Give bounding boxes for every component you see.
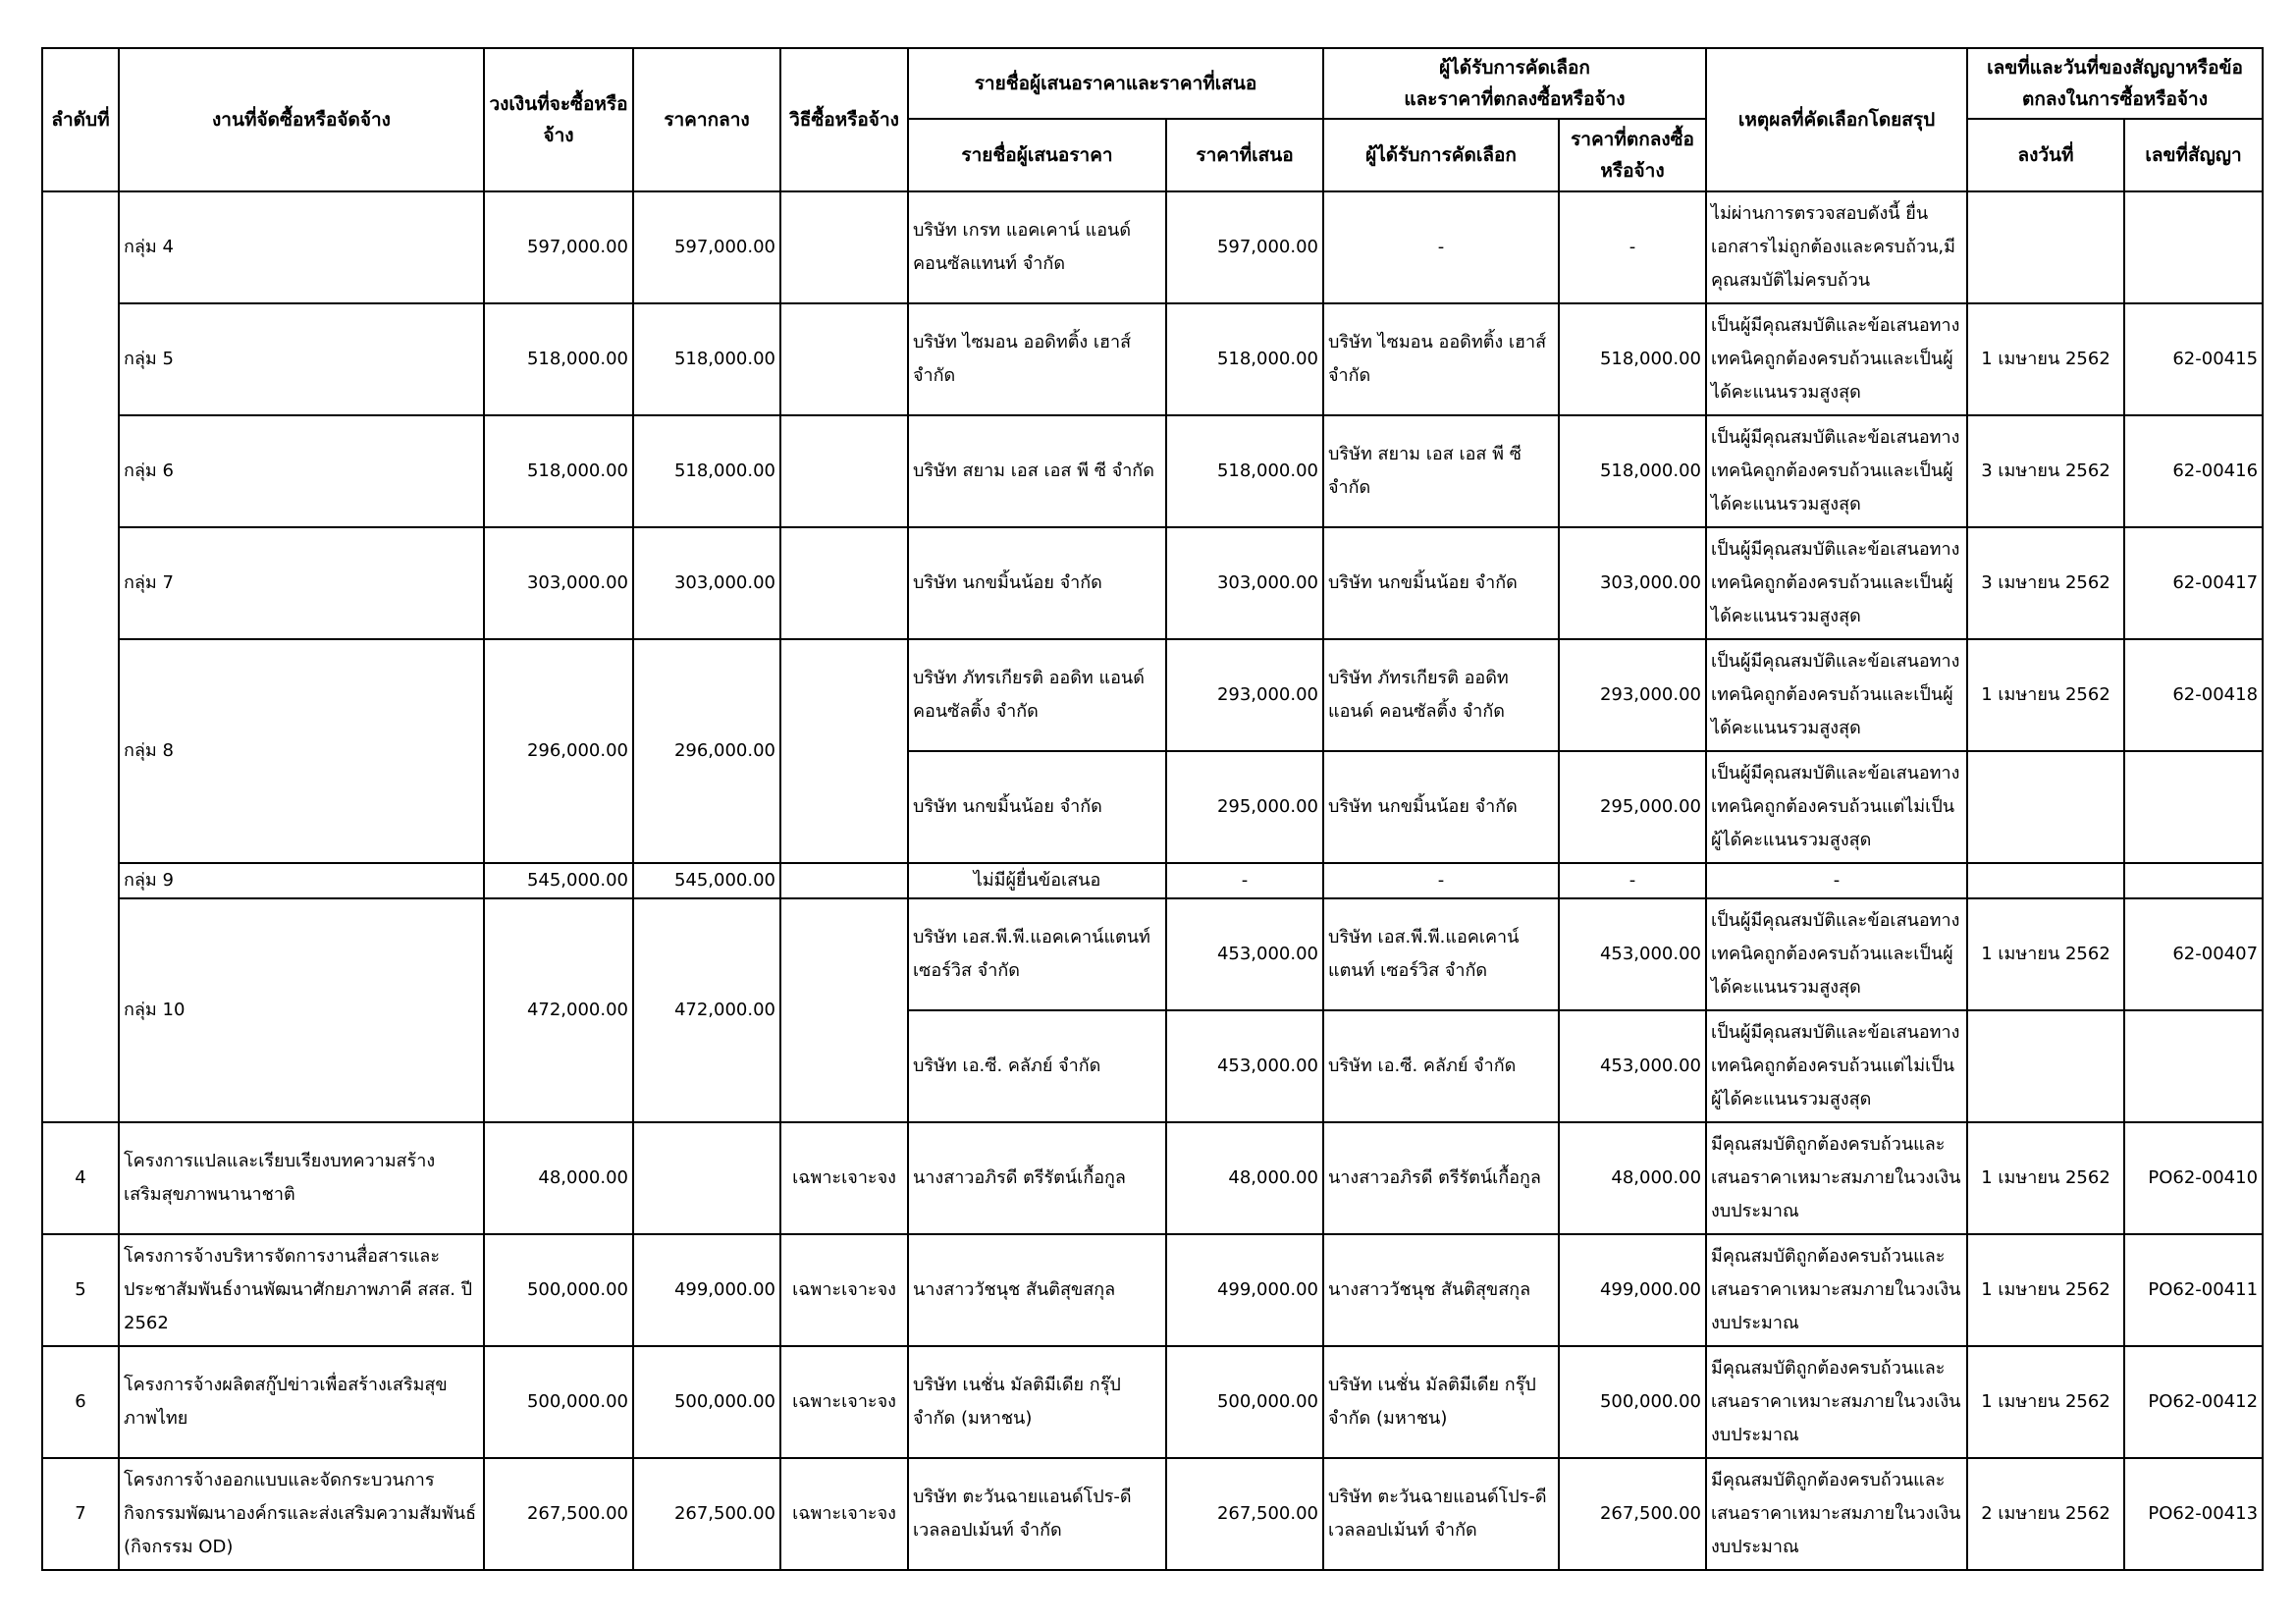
- contract-date-cell: [1967, 863, 2124, 898]
- table-row: [42, 863, 2263, 898]
- bid-price-cell: 453,000.00: [1166, 898, 1323, 1010]
- bid-price-cell: 597,000.00: [1166, 191, 1323, 303]
- agreed-price-cell: -: [1559, 863, 1706, 898]
- group-label: กลุ่ม 7: [119, 527, 484, 639]
- seq-cell: 7: [42, 1458, 119, 1570]
- reason-cell: ไม่ผ่านการตรวจสอบดังนี้ ยื่นเอกสารไม่ถูกต้องและครบถ้วน,มีคุณสมบัติไม่ครบถ้วน: [1706, 191, 1967, 303]
- bid-price-cell: 500,000.00: [1166, 1346, 1323, 1458]
- reason-cell: เป็นผู้มีคุณสมบัติและข้อเสนอทางเทคนิคถูกต้องครบถ้วนและเป็นผู้ได้คะแนนรวมสูงสุด: [1706, 415, 1967, 527]
- agreed-price-cell: 303,000.00: [1559, 527, 1706, 639]
- header-selected-group-line1: ผู้ได้รับการคัดเลือก: [1439, 57, 1590, 79]
- contract-no-cell: 62-00415: [2124, 303, 2263, 415]
- bid-price-cell: -: [1166, 863, 1323, 898]
- table-row: [42, 191, 2263, 303]
- bidder-name-cell: บริษัท ไซมอน ออดิทติ้ง เฮาส์ จำกัด: [908, 303, 1166, 415]
- method-cell: เฉพาะเจาะจง: [780, 1458, 908, 1570]
- method-cell: [780, 191, 908, 303]
- agreed-price-cell: 518,000.00: [1559, 415, 1706, 527]
- header-median: ราคากลาง: [633, 48, 780, 191]
- median-cell: 499,000.00: [633, 1234, 780, 1346]
- bid-price-cell: 48,000.00: [1166, 1122, 1323, 1234]
- contract-no-cell: [2124, 863, 2263, 898]
- contract-date-cell: 1 เมษายน 2562: [1967, 1122, 2124, 1234]
- table-row: [42, 1458, 2263, 1570]
- agreed-price-cell: 518,000.00: [1559, 303, 1706, 415]
- table-row: [42, 527, 2263, 639]
- group-label: กลุ่ม 5: [119, 303, 484, 415]
- group-label: กลุ่ม 10: [119, 898, 484, 1122]
- median-cell: 500,000.00: [633, 1346, 780, 1458]
- table-row: [42, 639, 2263, 751]
- header-contract-no: เลขที่สัญญา: [2124, 119, 2263, 191]
- reason-cell: มีคุณสมบัติถูกต้องครบถ้วนและเสนอราคาเหมาะสมภายในวงเงินงบประมาณ: [1706, 1346, 1967, 1458]
- header-selected-group: [1323, 48, 1706, 119]
- contract-no-cell: PO62-00410: [2124, 1122, 2263, 1234]
- bid-price-cell: 295,000.00: [1166, 751, 1323, 863]
- contract-no-cell: [2124, 191, 2263, 303]
- contract-date-cell: 1 เมษายน 2562: [1967, 1234, 2124, 1346]
- agreed-price-cell: 499,000.00: [1559, 1234, 1706, 1346]
- method-cell: เฉพาะเจาะจง: [780, 1346, 908, 1458]
- bidder-name-cell: บริษัท สยาม เอส เอส พี ซี จำกัด: [908, 415, 1166, 527]
- bid-price-cell: 518,000.00: [1166, 415, 1323, 527]
- budget-cell: 48,000.00: [484, 1122, 633, 1234]
- header-seq: ลำดับที่: [42, 48, 119, 191]
- bid-price-cell: 303,000.00: [1166, 527, 1323, 639]
- reason-cell: เป็นผู้มีคุณสมบัติและข้อเสนอทางเทคนิคถูกต้องครบถ้วนแต่ไม่เป็นผู้ได้คะแนนรวมสูงสุด: [1706, 1010, 1967, 1122]
- header-bid-price: ราคาที่เสนอ: [1166, 119, 1323, 191]
- header-bidders-group: รายชื่อผู้เสนอราคาและราคาที่เสนอ: [908, 48, 1323, 119]
- selected-name-cell: -: [1323, 863, 1559, 898]
- header-work: งานที่จัดซื้อหรือจัดจ้าง: [119, 48, 484, 191]
- method-cell: [780, 527, 908, 639]
- work-cell: โครงการจ้างผลิตสกู๊ปข่าวเพื่อสร้างเสริมสุขภาพไทย: [119, 1346, 484, 1458]
- contract-date-cell: [1967, 191, 2124, 303]
- agreed-price-cell: 453,000.00: [1559, 1010, 1706, 1122]
- bidder-name-cell: นางสาววัชนุช สันติสุขสกุล: [908, 1234, 1166, 1346]
- agreed-price-cell: 295,000.00: [1559, 751, 1706, 863]
- table-row: [42, 303, 2263, 415]
- method-cell: [780, 898, 908, 1122]
- header-reason: เหตุผลที่คัดเลือกโดยสรุป: [1706, 48, 1967, 191]
- reason-cell: เป็นผู้มีคุณสมบัติและข้อเสนอทางเทคนิคถูกต้องครบถ้วนแต่ไม่เป็นผู้ได้คะแนนรวมสูงสุด: [1706, 751, 1967, 863]
- selected-name-cell: นางสาวอภิรดี ตรีรัตน์เกื้อกูล: [1323, 1122, 1559, 1234]
- method-cell: เฉพาะเจาะจง: [780, 1234, 908, 1346]
- method-cell: [780, 415, 908, 527]
- budget-cell: 296,000.00: [484, 639, 633, 863]
- header-bidder-name: รายชื่อผู้เสนอราคา: [908, 119, 1166, 191]
- table-header: [42, 48, 2263, 191]
- contract-date-cell: 1 เมษายน 2562: [1967, 639, 2124, 751]
- table-row: [42, 1234, 2263, 1346]
- table-row: [42, 415, 2263, 527]
- table-body: [42, 191, 2263, 1570]
- method-cell: [780, 639, 908, 863]
- median-cell: 518,000.00: [633, 415, 780, 527]
- bidder-name-cell: บริษัท นกขมิ้นน้อย จำกัด: [908, 527, 1166, 639]
- budget-cell: 500,000.00: [484, 1234, 633, 1346]
- median-cell: 472,000.00: [633, 898, 780, 1122]
- bid-price-cell: 499,000.00: [1166, 1234, 1323, 1346]
- contract-date-cell: [1967, 751, 2124, 863]
- table-row: [42, 1346, 2263, 1458]
- reason-cell: มีคุณสมบัติถูกต้องครบถ้วนและเสนอราคาเหมาะสมภายในวงเงินงบประมาณ: [1706, 1122, 1967, 1234]
- seq-cell: 5: [42, 1234, 119, 1346]
- selected-name-cell: บริษัท เอ.ซี. คลัภย์ จำกัด: [1323, 1010, 1559, 1122]
- contract-date-cell: 3 เมษายน 2562: [1967, 415, 2124, 527]
- agreed-price-cell: 293,000.00: [1559, 639, 1706, 751]
- bid-price-cell: 518,000.00: [1166, 303, 1323, 415]
- bid-price-cell: 267,500.00: [1166, 1458, 1323, 1570]
- group-label: กลุ่ม 6: [119, 415, 484, 527]
- contract-no-cell: [2124, 751, 2263, 863]
- bidder-name-cell: บริษัท เกรท แอคเคาน์ แอนด์ คอนซัลแทนท์ จำกัด: [908, 191, 1166, 303]
- work-cell: โครงการแปลและเรียบเรียงบทความสร้างเสริมสุขภาพนานาชาติ: [119, 1122, 484, 1234]
- budget-cell: 518,000.00: [484, 303, 633, 415]
- budget-cell: 472,000.00: [484, 898, 633, 1122]
- group-label: กลุ่ม 8: [119, 639, 484, 863]
- reason-cell: เป็นผู้มีคุณสมบัติและข้อเสนอทางเทคนิคถูกต้องครบถ้วนและเป็นผู้ได้คะแนนรวมสูงสุด: [1706, 898, 1967, 1010]
- contract-no-cell: PO62-00411: [2124, 1234, 2263, 1346]
- median-cell: 597,000.00: [633, 191, 780, 303]
- group-label: กลุ่ม 9: [119, 863, 484, 898]
- median-cell: 545,000.00: [633, 863, 780, 898]
- bidder-name-cell: บริษัท เอส.พี.พี.แอคเคาน์แตนท์ เซอร์วิส จำกัด: [908, 898, 1166, 1010]
- selected-name-cell: บริษัท ภัทรเกียรติ ออดิท แอนด์ คอนซัลติ้ง จำกัด: [1323, 639, 1559, 751]
- median-cell: 267,500.00: [633, 1458, 780, 1570]
- median-cell: 303,000.00: [633, 527, 780, 639]
- header-budget: วงเงินที่จะซื้อหรือจ้าง: [484, 48, 633, 191]
- selected-name-cell: นางสาววัชนุช สันติสุขสกุล: [1323, 1234, 1559, 1346]
- budget-cell: 597,000.00: [484, 191, 633, 303]
- bid-price-cell: 453,000.00: [1166, 1010, 1323, 1122]
- reason-cell: เป็นผู้มีคุณสมบัติและข้อเสนอทางเทคนิคถูกต้องครบถ้วนและเป็นผู้ได้คะแนนรวมสูงสุด: [1706, 303, 1967, 415]
- contract-date-cell: 2 เมษายน 2562: [1967, 1458, 2124, 1570]
- agreed-price-cell: 48,000.00: [1559, 1122, 1706, 1234]
- selected-name-cell: บริษัท สยาม เอส เอส พี ซี จำกัด: [1323, 415, 1559, 527]
- work-cell: โครงการจ้างออกแบบและจัดกระบวนการกิจกรรมพัฒนาองค์กรและส่งเสริมความสัมพันธ์ (กิจกรรม OD): [119, 1458, 484, 1570]
- bidder-name-cell: บริษัท ภัทรเกียรติ ออดิท แอนด์ คอนซัลติ้ง จำกัด: [908, 639, 1166, 751]
- contract-date-cell: 1 เมษายน 2562: [1967, 898, 2124, 1010]
- contract-date-cell: 3 เมษายน 2562: [1967, 527, 2124, 639]
- selected-name-cell: บริษัท เนชั่น มัลติมีเดีย กรุ๊ป จำกัด (มหาชน): [1323, 1346, 1559, 1458]
- work-cell: โครงการจ้างบริหารจัดการงานสื่อสารและประชาสัมพันธ์งานพัฒนาศักยภาพภาคี สสส. ปี 2562: [119, 1234, 484, 1346]
- reason-cell: มีคุณสมบัติถูกต้องครบถ้วนและเสนอราคาเหมาะสมภายในวงเงินงบประมาณ: [1706, 1458, 1967, 1570]
- selected-name-cell: บริษัท เอส.พี.พี.แอคเคาน์ แตนท์ เซอร์วิส จำกัด: [1323, 898, 1559, 1010]
- seq-cell: [42, 191, 119, 1122]
- agreed-price-cell: 453,000.00: [1559, 898, 1706, 1010]
- selected-name-cell: บริษัท ตะวันฉายแอนด์โปร-ดีเวลลอปเม้นท์ จำกัด: [1323, 1458, 1559, 1570]
- table-row: [42, 1122, 2263, 1234]
- budget-cell: 545,000.00: [484, 863, 633, 898]
- header-selected-group-line2: และราคาที่ตกลงซื้อหรือจ้าง: [1404, 88, 1626, 110]
- bidder-name-cell: นางสาวอภิรดี ตรีรัตน์เกื้อกูล: [908, 1122, 1166, 1234]
- selected-name-cell: -: [1323, 191, 1559, 303]
- agreed-price-cell: 500,000.00: [1559, 1346, 1706, 1458]
- method-cell: เฉพาะเจาะจง: [780, 1122, 908, 1234]
- contract-date-cell: [1967, 1010, 2124, 1122]
- selected-name-cell: บริษัท นกขมิ้นน้อย จำกัด: [1323, 751, 1559, 863]
- header-contract-date: ลงวันที่: [1967, 119, 2124, 191]
- selected-name-cell: บริษัท นกขมิ้นน้อย จำกัด: [1323, 527, 1559, 639]
- contract-no-cell: [2124, 1010, 2263, 1122]
- bidder-name-cell: บริษัท ตะวันฉายแอนด์โปร-ดีเวลลอปเม้นท์ จำกัด: [908, 1458, 1166, 1570]
- contract-no-cell: 62-00417: [2124, 527, 2263, 639]
- header-contract-group: เลขที่และวันที่ของสัญญาหรือข้อตกลงในการซื้อหรือจ้าง: [1967, 48, 2263, 119]
- selected-name-cell: บริษัท ไซมอน ออดิทติ้ง เฮาส์ จำกัด: [1323, 303, 1559, 415]
- agreed-price-cell: -: [1559, 191, 1706, 303]
- method-cell: [780, 303, 908, 415]
- contract-no-cell: 62-00418: [2124, 639, 2263, 751]
- budget-cell: 303,000.00: [484, 527, 633, 639]
- contract-no-cell: 62-00407: [2124, 898, 2263, 1010]
- reason-cell: มีคุณสมบัติถูกต้องครบถ้วนและเสนอราคาเหมาะสมภายในวงเงินงบประมาณ: [1706, 1234, 1967, 1346]
- contract-no-cell: 62-00416: [2124, 415, 2263, 527]
- bidder-name-cell: บริษัท เนชั่น มัลติมีเดีย กรุ๊ป จำกัด (มหาชน): [908, 1346, 1166, 1458]
- contract-no-cell: PO62-00413: [2124, 1458, 2263, 1570]
- contract-date-cell: 1 เมษายน 2562: [1967, 303, 2124, 415]
- seq-cell: 4: [42, 1122, 119, 1234]
- contract-no-cell: PO62-00412: [2124, 1346, 2263, 1458]
- median-cell: [633, 1122, 780, 1234]
- reason-cell: -: [1706, 863, 1967, 898]
- table-row: [42, 898, 2263, 1010]
- bidder-name-cell: บริษัท นกขมิ้นน้อย จำกัด: [908, 751, 1166, 863]
- budget-cell: 518,000.00: [484, 415, 633, 527]
- median-cell: 518,000.00: [633, 303, 780, 415]
- header-agreed-price: ราคาที่ตกลงซื้อหรือจ้าง: [1559, 119, 1706, 191]
- reason-cell: เป็นผู้มีคุณสมบัติและข้อเสนอทางเทคนิคถูกต้องครบถ้วนและเป็นผู้ได้คะแนนรวมสูงสุด: [1706, 527, 1967, 639]
- procurement-table: [41, 47, 2264, 1571]
- header-method: วิธีซื้อหรือจ้าง: [780, 48, 908, 191]
- seq-cell: 6: [42, 1346, 119, 1458]
- bidder-name-cell: บริษัท เอ.ซี. คลัภย์ จำกัด: [908, 1010, 1166, 1122]
- agreed-price-cell: 267,500.00: [1559, 1458, 1706, 1570]
- bid-price-cell: 293,000.00: [1166, 639, 1323, 751]
- median-cell: 296,000.00: [633, 639, 780, 863]
- reason-cell: เป็นผู้มีคุณสมบัติและข้อเสนอทางเทคนิคถูกต้องครบถ้วนและเป็นผู้ได้คะแนนรวมสูงสุด: [1706, 639, 1967, 751]
- budget-cell: 267,500.00: [484, 1458, 633, 1570]
- bidder-name-cell: ไม่มีผู้ยื่นข้อเสนอ: [908, 863, 1166, 898]
- method-cell: [780, 863, 908, 898]
- group-label: กลุ่ม 4: [119, 191, 484, 303]
- header-selected-name: ผู้ได้รับการคัดเลือก: [1323, 119, 1559, 191]
- contract-date-cell: 1 เมษายน 2562: [1967, 1346, 2124, 1458]
- budget-cell: 500,000.00: [484, 1346, 633, 1458]
